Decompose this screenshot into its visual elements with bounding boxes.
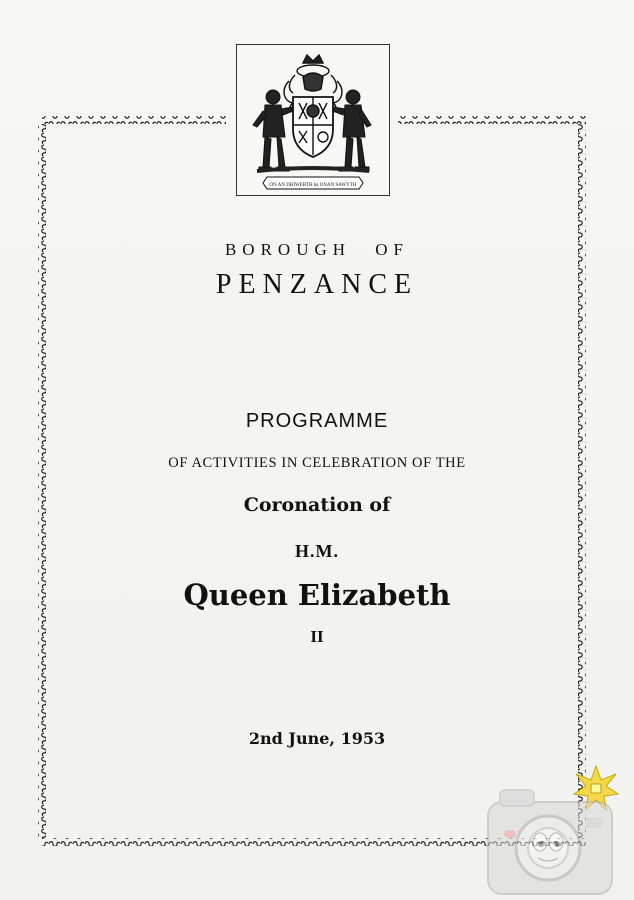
regnal-number: II xyxy=(310,627,324,646)
coat-of-arms-frame xyxy=(236,44,390,196)
coat-of-arms-icon xyxy=(237,45,389,195)
crest-motto: ON AN DHIWERTH ha ONAN SAWYTH xyxy=(269,183,357,188)
programme-heading: PROGRAMME xyxy=(245,410,389,432)
camera-sticker xyxy=(482,760,634,900)
camera-sticker-icon xyxy=(482,760,634,900)
town-name: PENZANCE xyxy=(215,269,419,300)
monarch-name: Queen Elizabeth xyxy=(183,578,451,612)
hm-line: H.M. xyxy=(295,541,339,561)
activities-line: OF ACTIVITIES IN CELEBRATION OF THE xyxy=(168,455,466,471)
coronation-line: Coronation of xyxy=(243,494,391,516)
event-date: 2nd June, 1953 xyxy=(248,729,386,748)
borough-line: BOROUGH OF xyxy=(224,240,410,259)
